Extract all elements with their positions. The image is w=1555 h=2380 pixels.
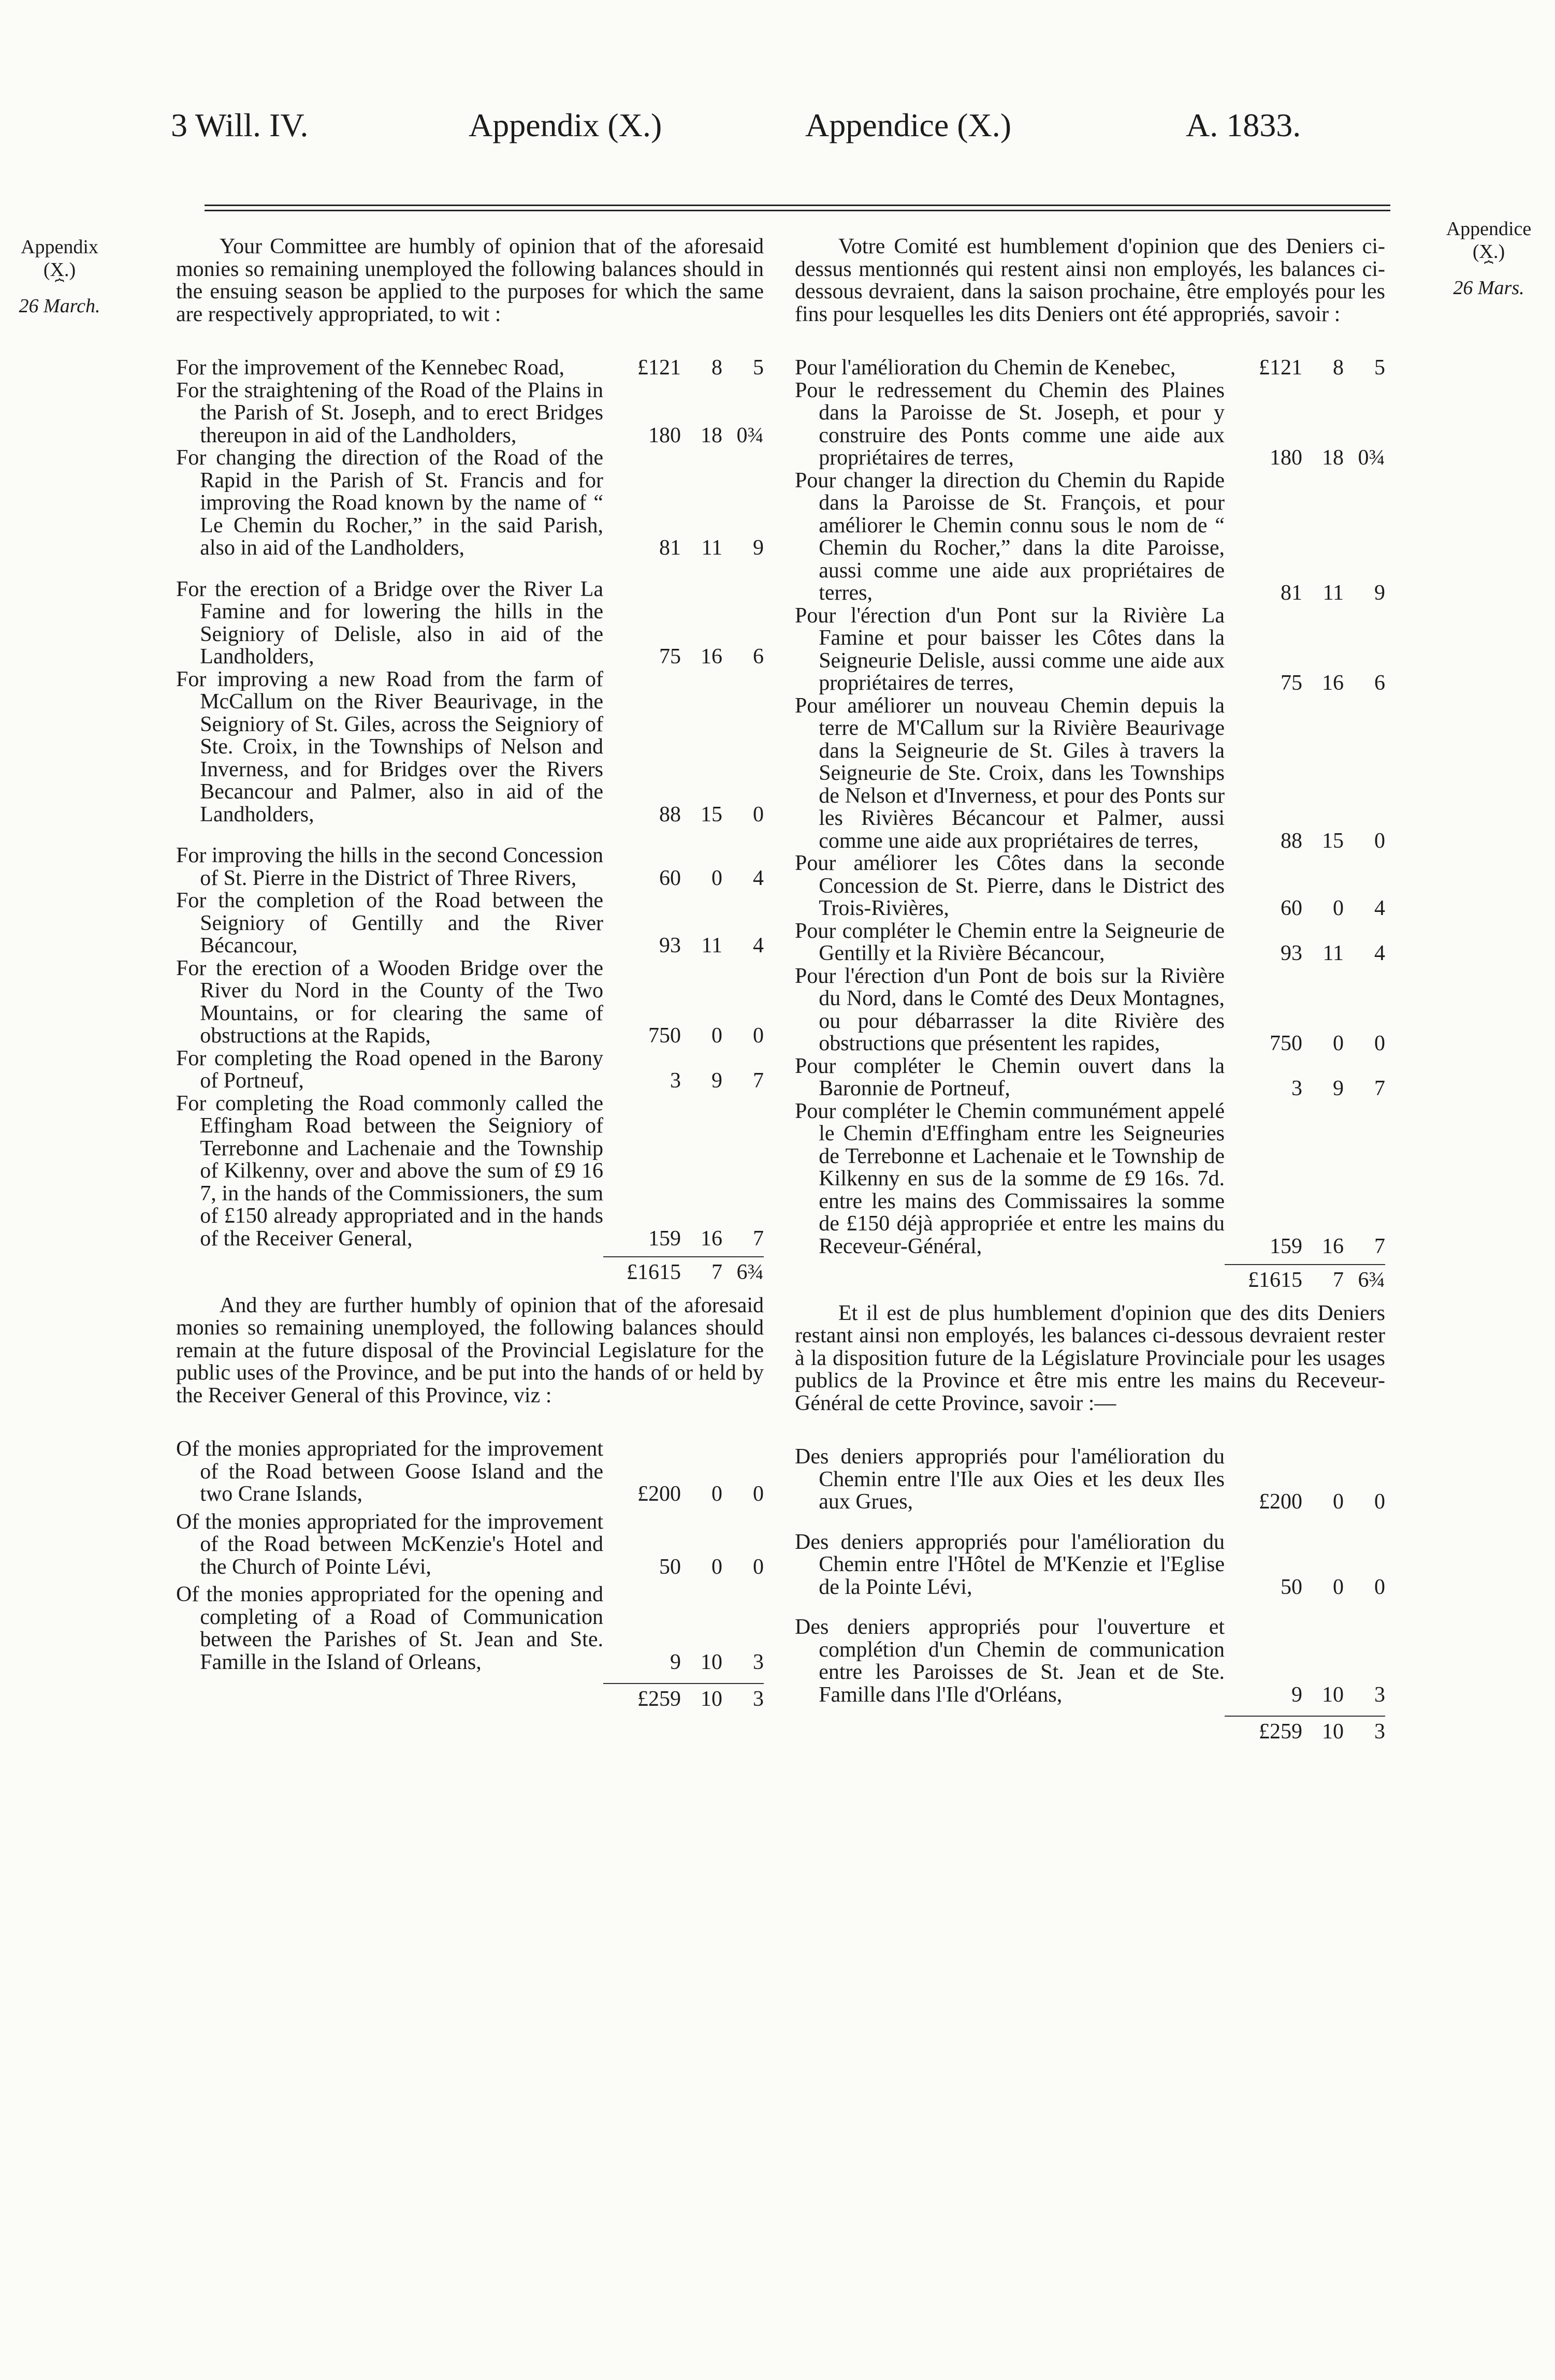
amount-shillings: 0 <box>711 1555 722 1579</box>
amount-shillings: 11 <box>1323 581 1344 605</box>
margin-label: Appendice <box>1446 218 1532 240</box>
amount-shillings: 11 <box>701 536 722 560</box>
amount-pounds: 75 <box>1281 671 1302 695</box>
amount-shillings: 0 <box>711 1482 722 1506</box>
amount-shillings: 0 <box>1333 1490 1344 1514</box>
expenditure-list <box>176 357 764 1250</box>
item-description: Pour améliorer un nouveau Chemin depuis la terre de M'Callum sur la Rivière Beaurivage dans la Seigneurie de St. Giles à travers la Seigneurie de Ste. Croix, dans les Townships de Nelson et d'Inverness, et pour des Ponts sur les Rivières Bécancour et Palmer, aussi comme une aide aux propriétaires de terres, <box>795 693 1225 853</box>
list-item <box>795 357 1385 380</box>
amount-pounds: 50 <box>659 1555 681 1579</box>
item-amount <box>603 1483 764 1506</box>
brace-glyph: ⏞ <box>55 279 64 296</box>
total-row <box>795 1716 1385 1744</box>
list-item <box>795 605 1385 695</box>
amount-pounds: 180 <box>648 423 681 447</box>
item-description: Pour changer la direction du Chemin du Rapide dans la Paroisse de St. François, et pour améliorer le Chemin connu sous le nom de “ Chemin du Rocher,” dans la dite Paroisse, aussi comme une aide aux propriétaires de terres, <box>795 468 1225 605</box>
total-amount: £259 10 3 <box>1225 1716 1385 1744</box>
second-intro-paragraph: Et il est de plus humblement d'opinion que des dits Deniers restant ainsi non employés, les balances ci-dessous devraient rester à la disposition future de la Législature Provinciale pour les usages publics de la Province et être mis entre les mains du Receveur-Général de cette Province, savoir :— <box>795 1301 1385 1415</box>
item-description: Of the monies appropriated for the improvement of the Road between McKenzie's Hotel and the Church of Pointe Lévi, <box>176 1510 603 1579</box>
list-item <box>176 578 764 669</box>
item-amount <box>603 1556 764 1579</box>
amount-pence: 0 <box>753 1024 764 1048</box>
amount-pounds: 88 <box>1281 829 1302 853</box>
amount-pounds: 9 <box>670 1650 681 1674</box>
item-description: For the completion of the Road between the Seigniory of Gentilly and the River Bécancour, <box>176 889 603 957</box>
list-item <box>795 1055 1385 1100</box>
amount-shillings: 0 <box>1333 896 1344 920</box>
item-description: For completing the Road opened in the Barony of Portneuf, <box>176 1046 603 1093</box>
list-item <box>176 1584 764 1674</box>
list-item <box>795 380 1385 470</box>
total-row <box>795 1264 1385 1292</box>
amount-pounds: 81 <box>1281 581 1302 605</box>
list-item <box>176 1093 764 1251</box>
amount-shillings: 0 <box>1333 1032 1344 1055</box>
french-column <box>795 236 1385 1744</box>
amount-pence: 7 <box>1374 1077 1385 1100</box>
amount-shillings: 16 <box>701 1226 722 1251</box>
amount-pounds: £200 <box>1259 1490 1302 1514</box>
item-amount <box>1225 897 1385 920</box>
expenditure-list <box>795 357 1385 1258</box>
english-column <box>176 236 764 1711</box>
margin-note-right <box>1434 217 1543 299</box>
amount-pence: 3 <box>753 1650 764 1674</box>
amount-shillings: 0 <box>711 866 722 890</box>
item-amount <box>1225 447 1385 470</box>
item-amount <box>603 1228 764 1251</box>
amount-pounds: 93 <box>1281 941 1302 965</box>
amount-pounds: 3 <box>670 1069 681 1093</box>
amount-pence: 0 <box>1374 1490 1385 1514</box>
item-amount <box>1225 1078 1385 1100</box>
item-description: Des deniers appropriés pour l'amélioration du Chemin entre l'Ile aux Oies et les deux Iles aux Grues, <box>795 1445 1225 1514</box>
item-amount <box>1225 1684 1385 1707</box>
amount-pence: 9 <box>753 536 764 560</box>
amount-pence: 0¾ <box>1358 446 1385 470</box>
header-rule-second <box>205 210 1390 211</box>
amount-pence: 7 <box>1374 1234 1385 1258</box>
reserved-list <box>176 1438 764 1674</box>
item-description: Pour compléter le Chemin communément appelé le Chemin d'Effingham entre les Seigneuries de Terrebonne et Lachenaie et le Township de Kilkenny en sus de la somme de £9 16s. 7d. entre les mains des Commissaires la somme de £150 déjà appropriée et entre les mains du Receveur-Général, <box>795 1099 1225 1258</box>
amount-pence: 3 <box>1374 1682 1385 1707</box>
list-item <box>795 1616 1385 1706</box>
item-amount <box>603 1025 764 1048</box>
brace-glyph: ⏞ <box>1484 261 1493 278</box>
item-description: Des deniers appropriés pour l'amélioration du Chemin entre l'Hôtel de M'Kenzie et l'Eglise de la Pointe Lévi, <box>795 1530 1225 1599</box>
item-description: Pour améliorer les Côtes dans la seconde Concession de St. Pierre, dans le District des Trois-Rivières, <box>795 851 1225 920</box>
amount-pence: 4 <box>1374 896 1385 920</box>
margin-label: Appendix <box>21 236 98 258</box>
amount-pounds: 60 <box>659 866 681 890</box>
margin-sub: (X.) <box>1472 241 1505 263</box>
item-description: Pour compléter le Chemin entre la Seigneurie de Gentilly et la Rivière Bécancour, <box>795 919 1225 965</box>
item-description: For improving a new Road from the farm of McCallum on the River Beaurivage, in the Seigniory of St. Giles, across the Seigniory of Ste. Croix, in the Townships of Nelson and Inverness, and for Bridges over the Rivers Becancour and Palmer, also in aid of the Landholders, <box>176 667 603 826</box>
amount-pounds: 75 <box>659 645 681 669</box>
running-head-reign: 3 Will. IV. <box>171 107 309 143</box>
amount-shillings: 9 <box>711 1069 722 1093</box>
item-amount <box>603 1070 764 1093</box>
list-item <box>176 447 764 560</box>
amount-pounds: 159 <box>648 1226 681 1251</box>
amount-shillings: 11 <box>701 934 722 957</box>
margin-date: 26 March. <box>19 295 100 317</box>
list-item <box>176 1048 764 1093</box>
item-amount <box>1225 357 1385 380</box>
amount-shillings: 18 <box>1322 446 1344 470</box>
item-amount <box>1225 672 1385 695</box>
reserved-list <box>795 1446 1385 1706</box>
amount-pounds: 180 <box>1270 446 1302 470</box>
header-rule <box>205 205 1390 206</box>
list-item <box>176 845 764 890</box>
item-description: For the straightening of the Road of the Plains in the Parish of St. Joseph, and to erect Bridges thereupon in aid of the Landholders, <box>176 378 603 447</box>
amount-shillings: 9 <box>1333 1077 1344 1100</box>
amount-pence: 0¾ <box>736 423 764 447</box>
list-item <box>795 1100 1385 1258</box>
amount-pence: 0 <box>753 1482 764 1506</box>
amount-pounds: 60 <box>1281 896 1302 920</box>
item-description: For completing the Road commonly called the Effingham Road between the Seigniory of Terrebonne and Lachenaie and the Township of Kilkenny, over and above the sum of £9 16 7, in the hands of the Commissioners, the sum of £150 already appropriated and in the hands of the Receiver General, <box>176 1091 603 1251</box>
margin-note-left <box>5 236 114 317</box>
amount-pounds: 750 <box>648 1024 681 1048</box>
amount-pounds: 50 <box>1281 1575 1302 1599</box>
amount-pence: 0 <box>1374 1575 1385 1599</box>
amount-pence: 4 <box>1374 941 1385 965</box>
amount-pounds: 81 <box>659 536 681 560</box>
item-description: For the improvement of the Kennebec Road, <box>176 356 564 380</box>
amount-pounds: 3 <box>1291 1077 1302 1100</box>
amount-shillings: 0 <box>1333 1575 1344 1599</box>
item-amount <box>603 804 764 826</box>
item-description: Pour compléter le Chemin ouvert dans la Baronnie de Portneuf, <box>795 1054 1225 1100</box>
amount-shillings: 11 <box>1323 941 1344 965</box>
amount-shillings: 18 <box>701 423 722 447</box>
item-description: For the erection of a Bridge over the River La Famine and for lowering the hills in the Seigniory of Delisle, also in aid of the Landholders, <box>176 577 603 669</box>
total-row <box>176 1683 764 1711</box>
amount-pence: 6 <box>1374 671 1385 695</box>
item-description: Of the monies appropriated for the improvement of the Road between Goose Island and the two Crane Islands, <box>176 1437 603 1506</box>
item-amount <box>1225 830 1385 853</box>
item-amount <box>1225 942 1385 965</box>
item-description: Pour l'amélioration du Chemin de Kenebec, <box>795 356 1176 380</box>
amount-shillings: 16 <box>1322 671 1344 695</box>
item-description: For changing the direction of the Road of the Rapid in the Parish of St. Francis and for improving the Road known by the name of “ Le Chemin du Rocher,” in the said Parish, also in aid of the Landholders, <box>176 446 603 560</box>
amount-pence: 0 <box>1374 829 1385 853</box>
list-item <box>176 357 764 380</box>
item-description: For the erection of a Wooden Bridge over the River du Nord in the County of the Two Mountains, or for clearing the same of obstructions at the Rapids, <box>176 956 603 1048</box>
amount-shillings: 10 <box>701 1650 722 1674</box>
amount-pounds: £200 <box>637 1482 681 1506</box>
amount-pounds: 88 <box>659 802 681 826</box>
margin-date: 26 Mars. <box>1453 277 1524 299</box>
list-item <box>176 957 764 1048</box>
list-item <box>176 669 764 826</box>
amount-pence: 6 <box>753 645 764 669</box>
list-item <box>795 470 1385 605</box>
list-item <box>795 852 1385 920</box>
amount-shillings: 16 <box>701 645 722 669</box>
amount-pence: 0 <box>753 1555 764 1579</box>
item-description: For improving the hills in the second Concession of St. Pierre in the District of Three Rivers, <box>176 844 603 890</box>
list-item <box>795 695 1385 853</box>
amount-shillings: 15 <box>1322 829 1344 853</box>
item-amount <box>1225 1576 1385 1599</box>
item-amount <box>603 646 764 669</box>
item-amount <box>1225 1491 1385 1514</box>
amount-pence: 4 <box>753 934 764 957</box>
amount-pounds: 93 <box>659 934 681 957</box>
item-description: Pour l'érection d'un Pont de bois sur la Rivière du Nord, dans le Comté des Deux Montagnes, ou pour débarrasser la dite Rivière des obstructions que présentent les rapides, <box>795 964 1225 1055</box>
item-amount <box>603 867 764 890</box>
amount-pence: 4 <box>753 866 764 890</box>
item-description: Pour l'érection d'un Pont sur la Rivière La Famine et pour baisser les Côtes dans la Seigneurie Delisle, aussi comme une aide aux propriétaires de terres, <box>795 603 1225 695</box>
intro-paragraph: Your Committee are humbly of opinion that of the aforesaid monies so remaining unemployed the following balances should in the ensuing season be applied to the purposes for which the same are respectively appropriated, to wit : <box>176 235 764 326</box>
amount-pence: 7 <box>753 1069 764 1093</box>
second-intro-paragraph: And they are further humbly of opinion that of the aforesaid monies so remaining unemployed, the following balances should remain at the future disposal of the Provincial Legislature for the public uses of the Province, and be put into the hands of or held by the Receiver General of this Province, viz : <box>176 1293 764 1407</box>
amount-pence: 0 <box>753 802 764 826</box>
total-amount: £1615 7 6¾ <box>1225 1264 1385 1292</box>
amount-shillings: 0 <box>711 1024 722 1048</box>
intro-paragraph: Votre Comité est humblement d'opinion que des Deniers ci-dessus mentionnés qui restent ainsi non employés, les balances ci-dessous devraient, dans la saison prochaine, être employés pour les fins pour lesquelles les dits Deniers ont été appropriés, savoir : <box>795 235 1385 326</box>
item-amount <box>603 935 764 957</box>
item-description: Pour le redressement du Chemin des Plaines dans la Paroisse de St. Joseph, et pour y construire des Ponts comme une aide aux propriétaires de terres, <box>795 378 1225 470</box>
amount-pence: 5 <box>1374 356 1385 380</box>
item-amount <box>603 425 764 447</box>
amount-pounds: 750 <box>1270 1032 1302 1055</box>
amount-pence: 7 <box>753 1226 764 1251</box>
amount-pounds: £121 <box>637 356 681 380</box>
item-amount <box>1225 1236 1385 1258</box>
amount-pence: 9 <box>1374 581 1385 605</box>
total-amount: £1615 7 6¾ <box>603 1256 764 1284</box>
running-head-year: A. 1833. <box>1186 107 1301 143</box>
item-amount <box>603 537 764 560</box>
list-item <box>795 965 1385 1055</box>
amount-pounds: £121 <box>1259 356 1302 380</box>
item-amount <box>1225 1033 1385 1055</box>
list-item <box>176 890 764 957</box>
item-description: Des deniers appropriés pour l'ouverture et complétion d'un Chemin de communication entre les Paroisses de St. Jean et de Ste. Famille dans l'Ile d'Orléans, <box>795 1615 1225 1707</box>
list-item <box>795 1531 1385 1599</box>
list-item <box>795 920 1385 965</box>
amount-shillings: 15 <box>701 802 722 826</box>
item-amount <box>603 1651 764 1674</box>
list-item <box>795 1446 1385 1514</box>
item-amount <box>603 357 764 380</box>
list-item <box>176 380 764 447</box>
margin-sub: (X.) <box>43 259 76 281</box>
total-amount: £259 10 3 <box>603 1683 764 1711</box>
list-item <box>176 1438 764 1506</box>
amount-shillings: 16 <box>1322 1234 1344 1258</box>
total-row <box>176 1256 764 1284</box>
amount-shillings: 10 <box>1322 1682 1344 1707</box>
list-item <box>176 1511 764 1579</box>
amount-pounds: 9 <box>1291 1682 1302 1707</box>
item-amount <box>1225 582 1385 605</box>
amount-shillings: 8 <box>1333 356 1344 380</box>
amount-shillings: 8 <box>711 356 722 380</box>
running-head-title-en: Appendix (X.) <box>469 107 662 143</box>
amount-pounds: 159 <box>1270 1234 1302 1258</box>
amount-pence: 5 <box>753 356 764 380</box>
item-description: Of the monies appropriated for the opening and completing of a Road of Communication between the Parishes of St. Jean and Ste. Famille in the Island of Orleans, <box>176 1583 603 1674</box>
amount-pence: 0 <box>1374 1032 1385 1055</box>
running-head-title-fr: Appendice (X.) <box>805 107 1012 143</box>
